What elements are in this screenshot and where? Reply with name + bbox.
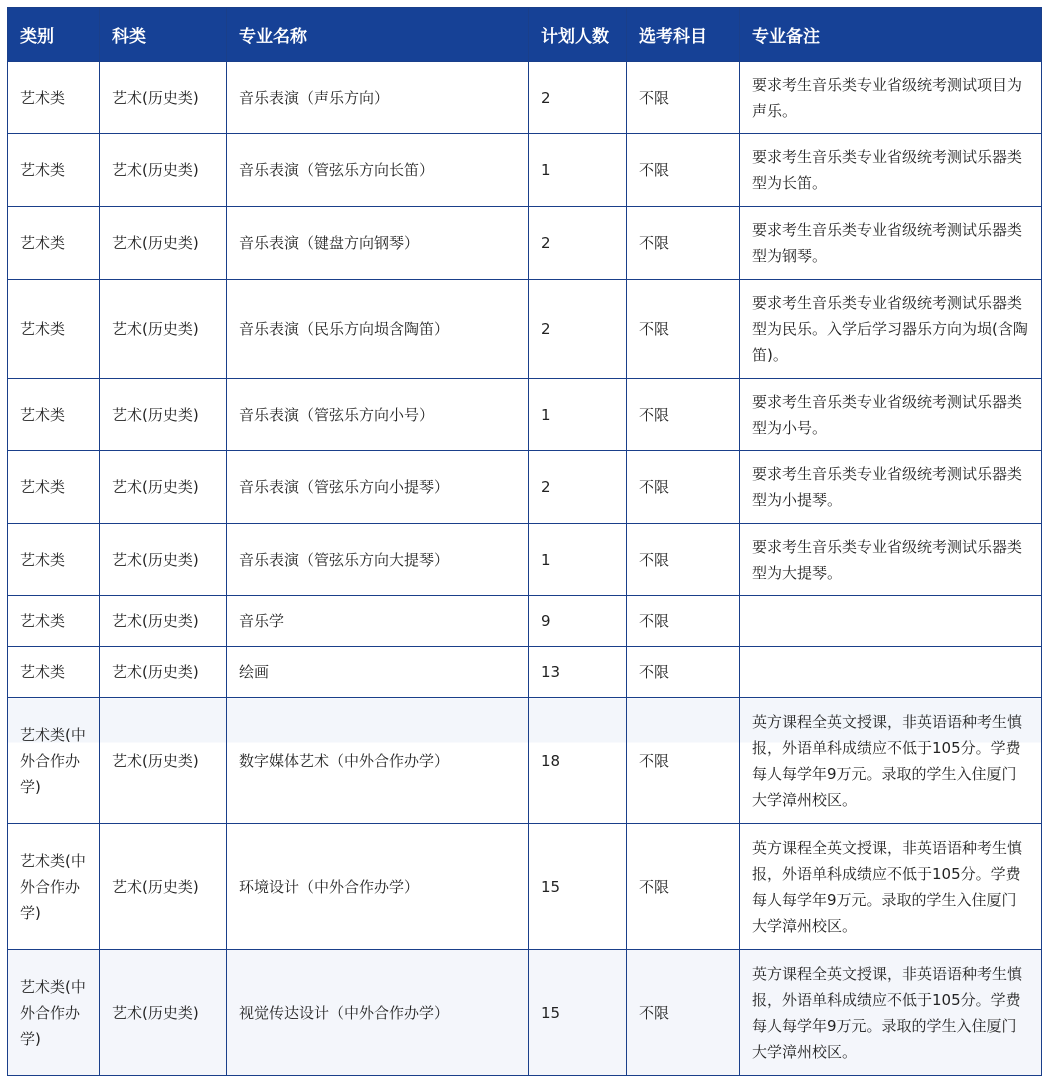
cell-major: 音乐学	[227, 596, 529, 647]
cell-subject: 艺术(历史类)	[100, 647, 227, 698]
cell-notes: 要求考生音乐类专业省级统考测试乐器类型为民乐。入学后学习器乐方向为埙(含陶笛)。	[740, 280, 1042, 379]
table-row	[8, 62, 1042, 134]
cell-elective: 不限	[627, 950, 740, 1076]
cell-subject: 艺术(历史类)	[100, 379, 227, 451]
cell-subject: 艺术(历史类)	[100, 62, 227, 134]
header-major[interactable]: 专业名称	[227, 8, 529, 62]
cell-notes: 英方课程全英文授课，非英语语种考生慎报，外语单科成绩应不低于105分。学费每人每学年9万元。录取的学生入住厦门大学漳州校区。	[740, 698, 1042, 824]
cell-subject: 艺术(历史类)	[100, 134, 227, 207]
cell-subject: 艺术(历史类)	[100, 824, 227, 950]
table-row	[8, 134, 1042, 207]
cell-subject: 艺术(历史类)	[100, 950, 227, 1076]
cell-major: 音乐表演（管弦乐方向长笛）	[227, 134, 529, 207]
header-notes[interactable]: 专业备注	[740, 8, 1042, 62]
cell-elective: 不限	[627, 596, 740, 647]
admission-plan-table	[7, 7, 1042, 1076]
cell-subject: 艺术(历史类)	[100, 451, 227, 524]
cell-category: 艺术类	[8, 62, 100, 134]
cell-major: 音乐表演（声乐方向）	[227, 62, 529, 134]
table-row	[8, 950, 1042, 1076]
table-row	[8, 698, 1042, 824]
cell-elective: 不限	[627, 698, 740, 824]
cell-plan: 1	[529, 524, 627, 596]
cell-category: 艺术类	[8, 596, 100, 647]
cell-notes: 要求考生音乐类专业省级统考测试乐器类型为大提琴。	[740, 524, 1042, 596]
table-row	[8, 379, 1042, 451]
header-plan[interactable]: 计划人数	[529, 8, 627, 62]
cell-notes: 要求考生音乐类专业省级统考测试乐器类型为小号。	[740, 379, 1042, 451]
cell-major: 音乐表演（管弦乐方向小提琴）	[227, 451, 529, 524]
table-row	[8, 596, 1042, 647]
cell-plan: 2	[529, 62, 627, 134]
cell-plan: 15	[529, 824, 627, 950]
cell-notes: 要求考生音乐类专业省级统考测试乐器类型为长笛。	[740, 134, 1042, 207]
cell-elective: 不限	[627, 647, 740, 698]
cell-elective: 不限	[627, 379, 740, 451]
cell-subject: 艺术(历史类)	[100, 596, 227, 647]
cell-plan: 15	[529, 950, 627, 1076]
header-elective[interactable]: 选考科目	[627, 8, 740, 62]
table-row	[8, 207, 1042, 280]
cell-plan: 1	[529, 379, 627, 451]
header-category[interactable]: 类别	[8, 8, 100, 62]
cell-elective: 不限	[627, 824, 740, 950]
cell-category: 艺术类	[8, 207, 100, 280]
cell-category: 艺术类	[8, 280, 100, 379]
header-subject[interactable]: 科类	[100, 8, 227, 62]
cell-notes: 要求考生音乐类专业省级统考测试乐器类型为钢琴。	[740, 207, 1042, 280]
cell-major: 数字媒体艺术（中外合作办学）	[227, 698, 529, 824]
cell-notes: 要求考生音乐类专业省级统考测试乐器类型为小提琴。	[740, 451, 1042, 524]
cell-notes: 英方课程全英文授课，非英语语种考生慎报，外语单科成绩应不低于105分。学费每人每学年9万元。录取的学生入住厦门大学漳州校区。	[740, 950, 1042, 1076]
cell-subject: 艺术(历史类)	[100, 698, 227, 824]
cell-notes	[740, 647, 1042, 698]
cell-elective: 不限	[627, 451, 740, 524]
cell-major: 绘画	[227, 647, 529, 698]
table-row	[8, 451, 1042, 524]
cell-subject: 艺术(历史类)	[100, 207, 227, 280]
cell-major: 音乐表演（键盘方向钢琴）	[227, 207, 529, 280]
cell-category: 艺术类(中外合作办学)	[8, 698, 100, 824]
cell-plan: 2	[529, 207, 627, 280]
cell-category: 艺术类	[8, 134, 100, 207]
table-header-row	[8, 8, 1042, 62]
cell-elective: 不限	[627, 62, 740, 134]
cell-notes: 要求考生音乐类专业省级统考测试项目为声乐。	[740, 62, 1042, 134]
cell-subject: 艺术(历史类)	[100, 280, 227, 379]
table-row	[8, 280, 1042, 379]
table-row	[8, 647, 1042, 698]
cell-category: 艺术类(中外合作办学)	[8, 824, 100, 950]
table-row	[8, 824, 1042, 950]
cell-subject: 艺术(历史类)	[100, 524, 227, 596]
cell-major: 视觉传达设计（中外合作办学）	[227, 950, 529, 1076]
cell-elective: 不限	[627, 134, 740, 207]
admission-plan-table-container	[7, 7, 1041, 1076]
cell-plan: 2	[529, 451, 627, 524]
cell-plan: 18	[529, 698, 627, 824]
cell-category: 艺术类	[8, 379, 100, 451]
cell-major: 音乐表演（管弦乐方向大提琴）	[227, 524, 529, 596]
cell-category: 艺术类	[8, 647, 100, 698]
cell-plan: 9	[529, 596, 627, 647]
cell-elective: 不限	[627, 524, 740, 596]
cell-category: 艺术类	[8, 524, 100, 596]
cell-elective: 不限	[627, 280, 740, 379]
cell-elective: 不限	[627, 207, 740, 280]
cell-plan: 1	[529, 134, 627, 207]
cell-major: 音乐表演（民乐方向埙含陶笛）	[227, 280, 529, 379]
cell-major: 环境设计（中外合作办学）	[227, 824, 529, 950]
cell-plan: 13	[529, 647, 627, 698]
cell-notes	[740, 596, 1042, 647]
cell-plan: 2	[529, 280, 627, 379]
cell-category: 艺术类(中外合作办学)	[8, 950, 100, 1076]
cell-major: 音乐表演（管弦乐方向小号）	[227, 379, 529, 451]
cell-notes: 英方课程全英文授课，非英语语种考生慎报，外语单科成绩应不低于105分。学费每人每学年9万元。录取的学生入住厦门大学漳州校区。	[740, 824, 1042, 950]
table-row	[8, 524, 1042, 596]
cell-category: 艺术类	[8, 451, 100, 524]
